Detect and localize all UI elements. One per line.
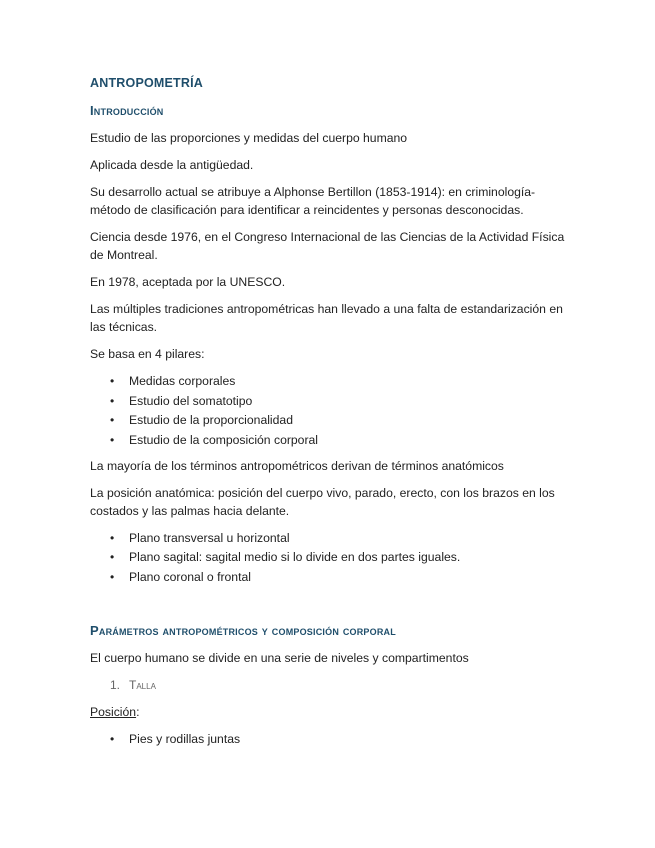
document-title: ANTROPOMETRÍA xyxy=(90,76,204,90)
list-item xyxy=(90,431,570,449)
list-item-text: Medidas corporales xyxy=(129,374,236,388)
paragraph: La posición anatómica: posición del cuerpo vivo, parado, erecto, con los brazos en los costados y las palmas hacia delante. xyxy=(90,485,555,518)
list-item-text: Plano sagital: sagital medio si lo divide en dos partes iguales. xyxy=(129,550,461,564)
list-item xyxy=(90,730,570,748)
position-label-paragraph xyxy=(90,703,570,721)
paragraph: La mayoría de los términos antropométricos derivan de términos anatómicos xyxy=(90,458,504,473)
list-item xyxy=(90,529,570,547)
list-item-text: Estudio del somatotipo xyxy=(129,393,253,408)
position-colon: : xyxy=(136,704,140,719)
bullet-icon: • xyxy=(110,432,115,447)
list-item-text: Pies y rodillas juntas xyxy=(129,731,241,746)
position-list xyxy=(90,730,570,748)
list-item xyxy=(90,392,570,410)
section-heading-parameters: Parámetros antropométricos y composición corporal xyxy=(90,622,396,638)
bullet-icon: • xyxy=(110,374,115,388)
bullet-icon: • xyxy=(110,413,115,427)
list-item xyxy=(90,548,570,566)
paragraph: Las múltiples tradiciones antropométricas han llevado a una falta de estandarización en las técnicas. xyxy=(90,302,563,334)
paragraph: Ciencia desde 1976, en el Congreso Internacional de las Ciencias de la Actividad Física de Montreal. xyxy=(90,230,565,262)
bullet-icon: • xyxy=(110,393,115,408)
paragraph: Aplicada desde la antigüedad. xyxy=(90,158,254,172)
bullet-icon: • xyxy=(110,569,115,584)
paragraph: Estudio de las proporciones y medidas del cuerpo humano xyxy=(90,131,408,145)
position-label: Posición xyxy=(90,704,137,719)
numbered-heading-label: Talla xyxy=(129,677,156,692)
bullet-icon: • xyxy=(110,731,115,746)
paragraph: Se basa en 4 pilares: xyxy=(90,347,205,361)
section-heading-introduction: Introducción xyxy=(90,103,164,118)
list-number: 1. xyxy=(110,677,121,692)
document-page xyxy=(90,74,570,756)
bullet-icon: • xyxy=(110,530,115,545)
pillars-list xyxy=(90,372,570,449)
list-item xyxy=(90,411,570,429)
list-item-text: Plano coronal o frontal xyxy=(129,569,251,584)
list-item-text: Estudio de la composición corporal xyxy=(129,432,319,447)
paragraph: En 1978, aceptada por la UNESCO. xyxy=(90,275,286,289)
list-item xyxy=(90,372,570,390)
list-item-text: Plano transversal u horizontal xyxy=(129,530,290,545)
planes-list xyxy=(90,529,570,586)
bullet-icon: • xyxy=(110,550,115,564)
list-item xyxy=(90,568,570,586)
paragraph: Su desarrollo actual se atribuye a Alphonse Bertillon (1853-1914): en criminología- método de clasificación para identificar a reincidentes y personas desconocidas. xyxy=(90,185,536,217)
paragraph: El cuerpo humano se divide en una serie de niveles y compartimentos xyxy=(90,650,469,665)
list-item-text: Estudio de la proporcionalidad xyxy=(129,413,293,427)
numbered-heading-talla xyxy=(90,676,570,694)
